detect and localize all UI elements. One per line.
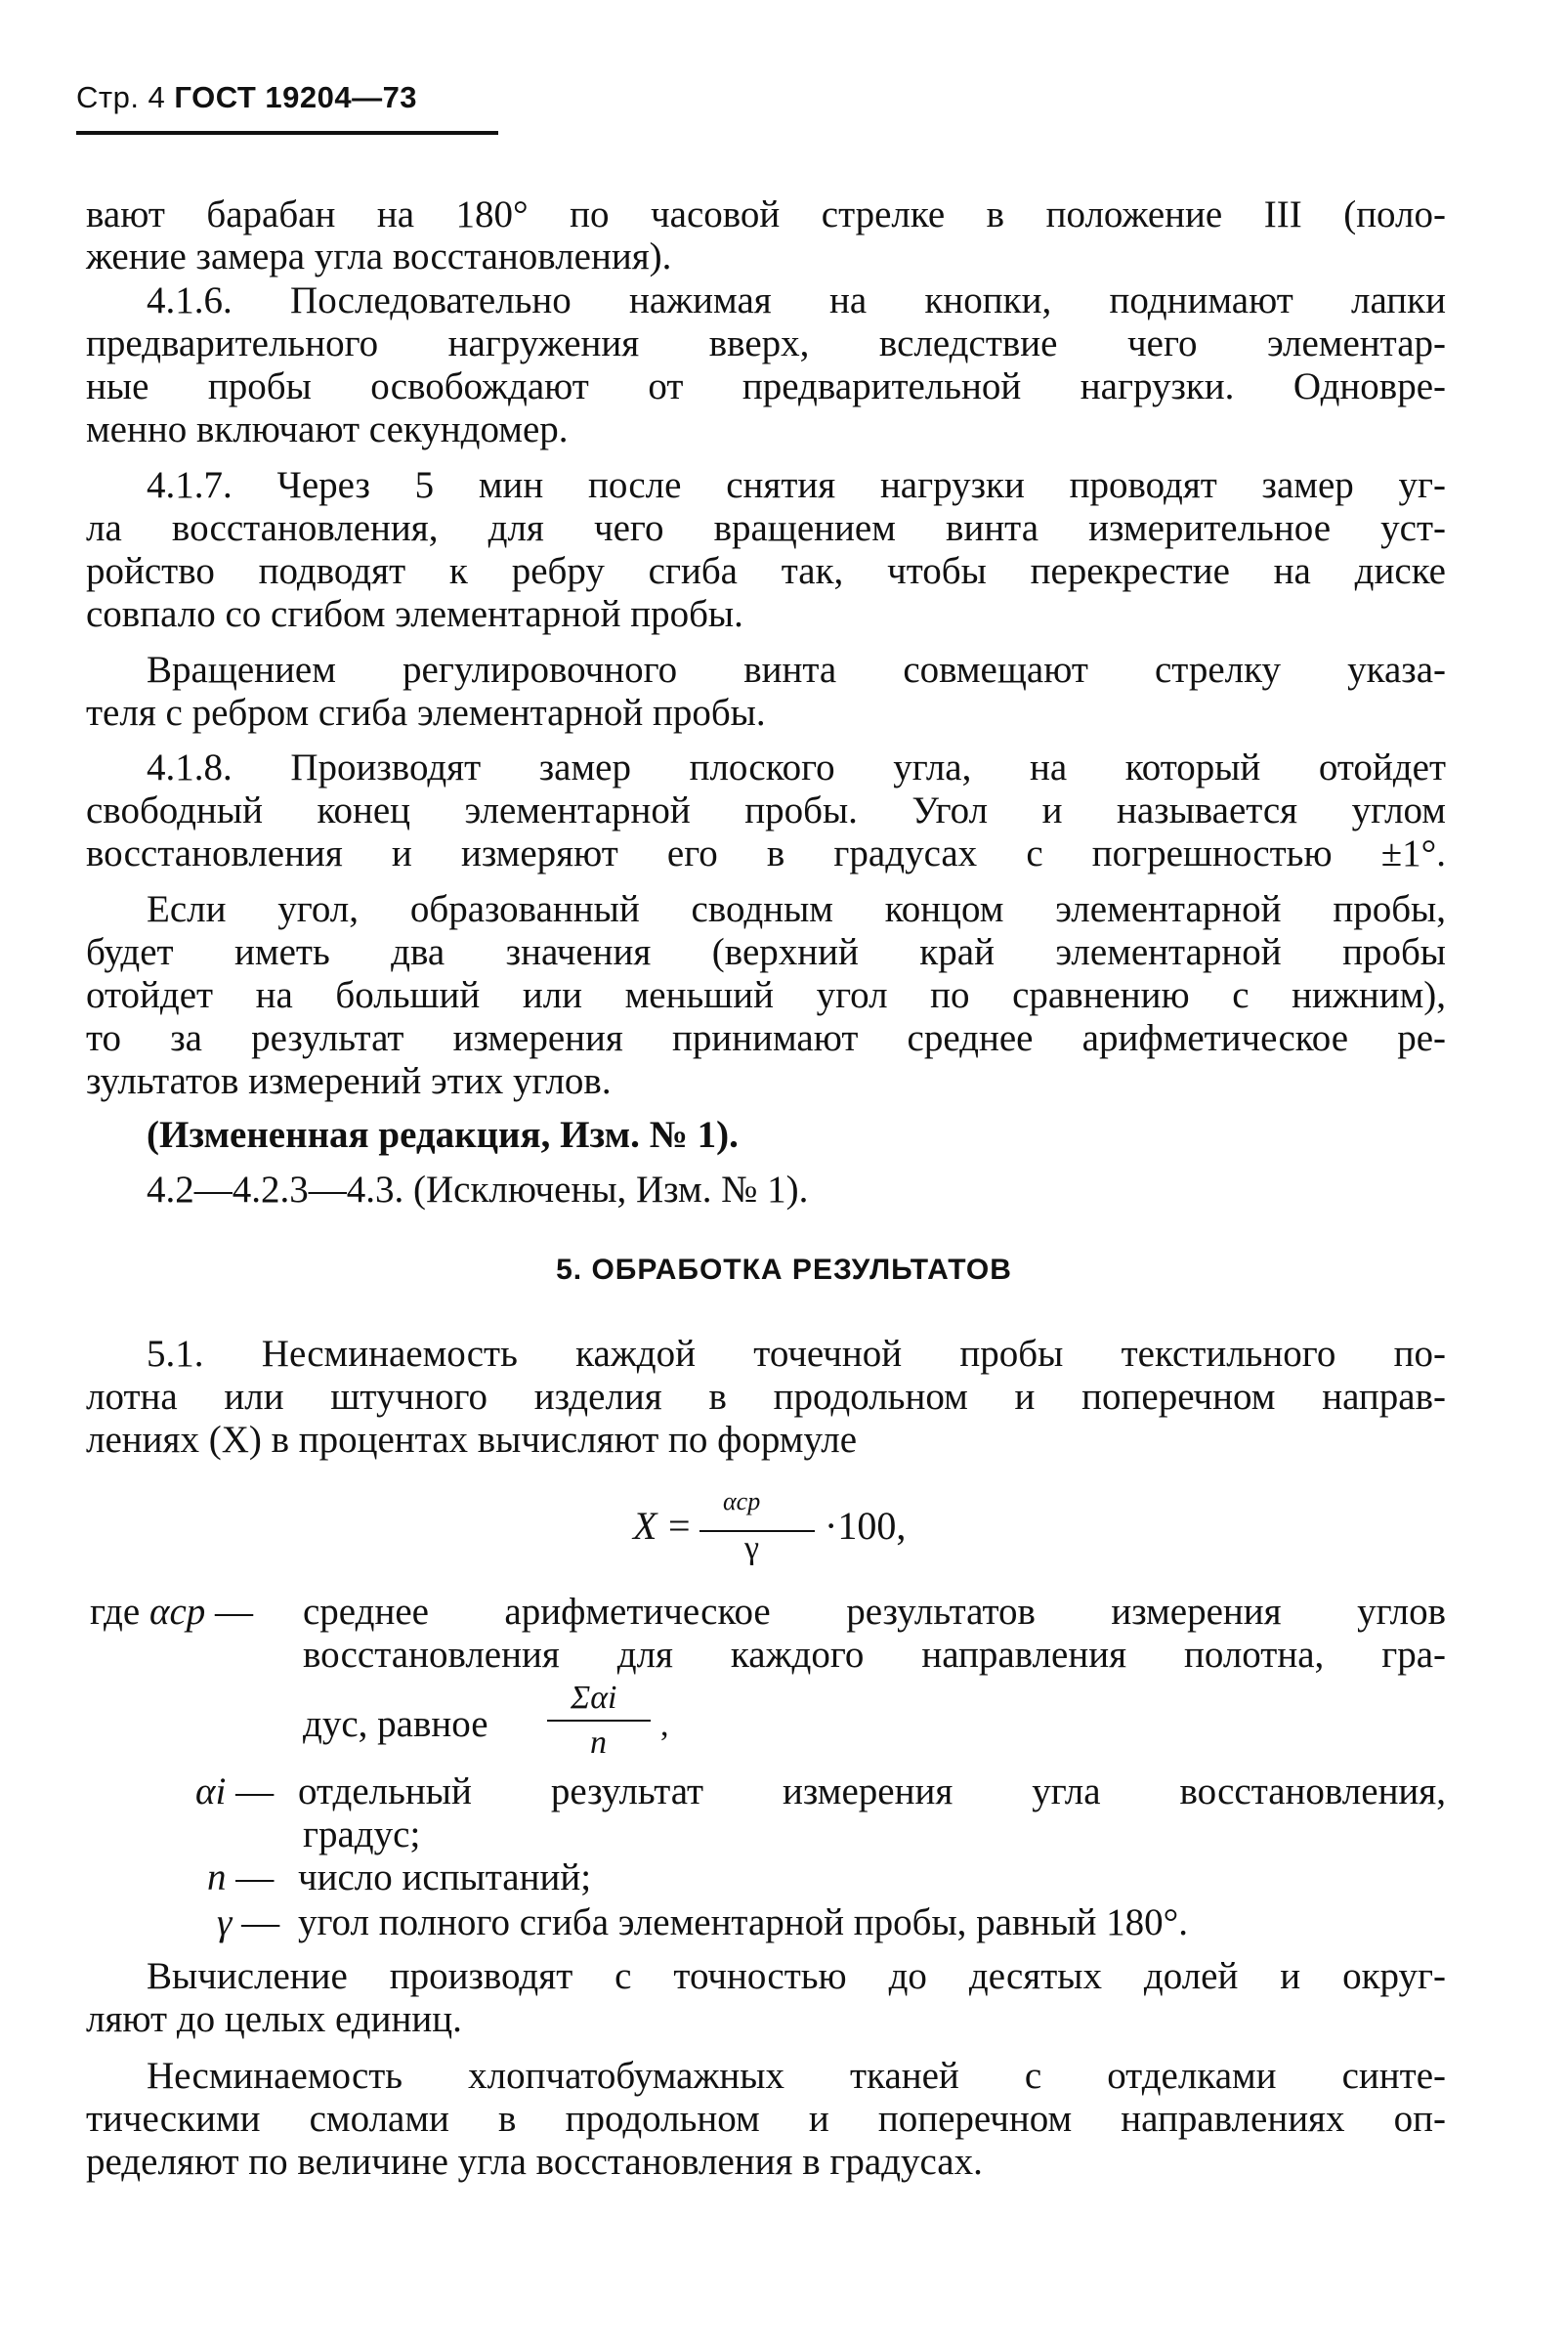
formula-equals: = xyxy=(668,1504,691,1548)
section-heading: 5. ОБРАБОТКА РЕЗУЛЬТАТОВ xyxy=(556,1254,1012,1286)
symbol-n: n xyxy=(207,1856,227,1898)
definition-line: отдельный результат измерения угла восстановления, xyxy=(298,1770,1446,1812)
text-line: отойдет на больший или меньший угол по сравнению с нижним), xyxy=(86,974,1446,1016)
dash: — xyxy=(241,1901,280,1943)
text-line: лотна или штучного изделия в продольном и поперечном направ- xyxy=(86,1376,1446,1418)
text-line: ные пробы освобождают от предварительной нагрузки. Одновре- xyxy=(86,365,1446,407)
sum-fraction-bar xyxy=(547,1720,651,1722)
text-line: жение замера угла восстановления). xyxy=(86,235,672,277)
definition-line: среднее арифметическое результатов измерения углов xyxy=(303,1591,1446,1633)
text-line: Несминаемость хлопчатобумажных тканей с отделками синте- xyxy=(147,2055,1446,2097)
text-line: тическими смолами в продольном и поперечном направлениях оп- xyxy=(86,2098,1446,2140)
text-line: предварительного нагружения вверх, вследствие чего элементар- xyxy=(86,322,1446,364)
text-line: совпало со сгибом элементарной пробы. xyxy=(86,593,743,635)
text-line: Вращением регулировочного винта совмещают стрелку указа- xyxy=(147,649,1446,691)
amendment-note: (Измененная редакция, Изм. № 1). xyxy=(147,1114,739,1156)
text-line: ределяют по величине угла восстановления в градусах. xyxy=(86,2141,983,2183)
excluded-note: 4.2—4.2.3—4.3. (Исключены, Изм. № 1). xyxy=(147,1169,809,1211)
text-line: лениях (X) в процентах вычисляют по формуле xyxy=(86,1419,858,1461)
definition-line: дус, равное xyxy=(303,1703,488,1745)
text-line: свободный конец элементарной пробы. Угол и называется углом xyxy=(86,789,1446,831)
symbol-alpha-i: αi xyxy=(195,1770,227,1812)
page-number: Стр. 4 xyxy=(76,80,166,114)
text-line: вают барабан на 180° по часовой стрелке в положение III (поло- xyxy=(86,193,1446,235)
sum-numerator: Σαi xyxy=(571,1680,617,1716)
where-item xyxy=(207,1854,305,1902)
text-line: ла восстановления, для чего вращением винта измерительное уст- xyxy=(86,507,1446,549)
text-line: Если угол, образованный сводным концом элементарной пробы, xyxy=(147,888,1446,930)
text-line: менно включают секундомер. xyxy=(86,408,569,450)
text-line: ройство подводят к ребру сгиба так, чтобы перекрестие на диске xyxy=(86,550,1446,592)
standard-number: ГОСТ 19204—73 xyxy=(174,80,418,114)
definition-line: восстановления для каждого направления полотна, гра- xyxy=(303,1634,1446,1676)
symbol-gamma: γ xyxy=(217,1901,233,1943)
text-line: 4.1.8. Производят замер плоского угла, на который отойдет xyxy=(147,746,1446,788)
where-item xyxy=(195,1768,303,1816)
header-rule xyxy=(76,131,498,135)
dash: — xyxy=(235,1770,275,1812)
text-line: восстановления и измеряют его в градусах с погрешностью ±1°. xyxy=(86,832,1446,874)
formula-numerator: αср xyxy=(723,1487,761,1515)
text-line: ляют до целых единиц. xyxy=(86,1998,462,2040)
where-item xyxy=(217,1898,305,1947)
text-line: то за результат измерения принимают среднее арифметическое ре- xyxy=(86,1017,1446,1059)
dash: — xyxy=(235,1856,275,1898)
definition-line: угол полного сгиба элементарной пробы, равный 180°. xyxy=(298,1901,1188,1943)
text-line: Вычисление производят с точностью до десятых долей и округ- xyxy=(147,1955,1446,1997)
sum-denominator: n xyxy=(590,1725,607,1761)
where-intro xyxy=(90,1588,295,1637)
text-line: теля с ребром сгиба элементарной пробы. xyxy=(86,692,766,734)
symbol-alpha-cp: αср xyxy=(148,1591,206,1633)
definition-line: число испытаний; xyxy=(298,1856,592,1898)
dash: — xyxy=(215,1591,253,1633)
text-line: 4.1.7. Через 5 мин после снятия нагрузки проводят замер уг- xyxy=(147,464,1446,506)
formula xyxy=(633,1487,946,1585)
formula-lhs: X xyxy=(633,1504,657,1548)
formula-denominator: γ xyxy=(744,1530,760,1566)
text-line: зультатов измерений этих углов. xyxy=(86,1060,612,1102)
page-header xyxy=(76,80,417,115)
text-line: 4.1.6. Последовательно нажимая на кнопки, поднимают лапки xyxy=(147,279,1446,321)
formula-tail: ·100, xyxy=(825,1504,907,1548)
where-word: где xyxy=(90,1591,141,1633)
text-line: 5.1. Несминаемость каждой точечной пробы текстильного по- xyxy=(147,1333,1446,1375)
definition-line: градус; xyxy=(303,1813,421,1855)
sum-comma: , xyxy=(660,1707,669,1743)
text-line: будет иметь два значения (верхний край элементарной пробы xyxy=(86,931,1446,973)
